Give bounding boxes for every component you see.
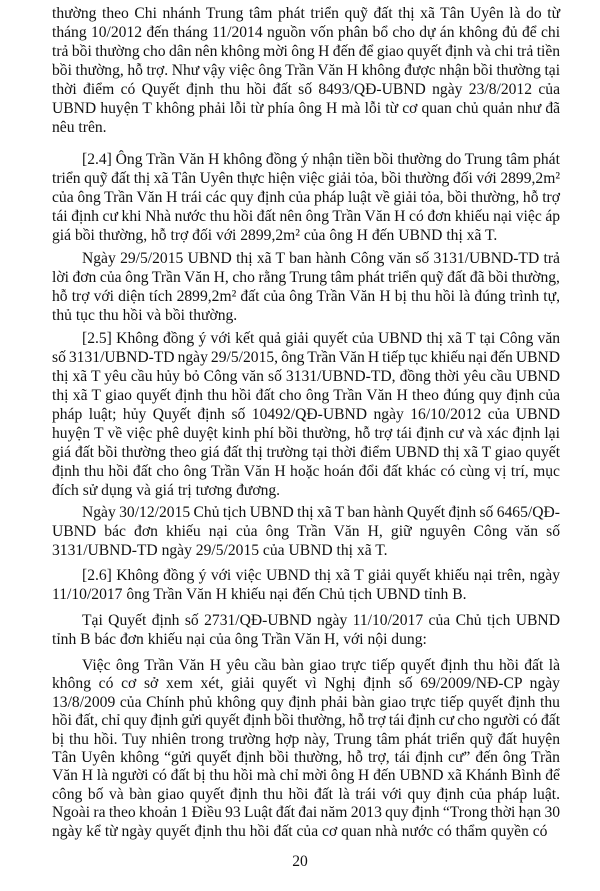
text-line: công bố và bàn giao quyết định thu hồi đất là trái với quy định của pháp luật. <box>52 785 560 803</box>
text-line: Ngày 29/5/2015 UBND thị xã T ban hành Công văn số 3131/UBND-TD trả <box>82 250 560 267</box>
paragraph-2-6-complaint <box>52 566 560 604</box>
paragraph-dispatch-3131 <box>52 249 560 325</box>
text-line: bồi thường, hỗ trợ. Như vậy việc ông Trần Văn H không được nhận bồi thường tại <box>52 62 561 79</box>
text-line: thủ tục thu hồi và bồi thường. <box>52 307 238 324</box>
text-line: bị thu hồi. Tuy nhiên trong trường hợp này, Trung tâm phát triển quỹ đất huyện <box>52 730 560 748</box>
text-line: thị xã T giao quyết định thu hồi đất cho ông Trần Văn H theo đúng quy định của <box>52 387 561 404</box>
text-line: pháp luật; hủy Quyết định số 10492/QĐ-UBND ngày 16/10/2012 của UBND <box>52 406 560 423</box>
text-line: lời đơn của ông Trần Văn H, cho rằng Trung tâm phát triển quỹ đất đã bồi thường, <box>52 269 560 286</box>
paragraph-compensation-delay <box>52 4 560 137</box>
page-number: 20 <box>292 853 308 870</box>
text-line: huyện T về việc phê duyệt kinh phí bồi thường, hỗ trợ tái định cư và xác định lại <box>52 425 560 442</box>
text-line: [2.5] Không đồng ý với kết quả giải quyết của UBND thị xã T tại Công văn <box>82 330 561 347</box>
text-line: Việc ông Trần Văn H yêu cầu bàn giao trực tiếp quyết định thu hồi đất là <box>82 657 560 674</box>
paragraph-decision-6465 <box>52 503 560 560</box>
text-line: ngày kể từ ngày quyết định thu hồi đất của cơ quan nhà nước có thẩm quyền có <box>52 822 548 840</box>
text-line: Ngoài ra theo khoản 1 Điều 93 Luật đất đai năm 2013 quy định “Trong thời hạn 30 <box>52 804 561 822</box>
paragraph-decision-2731 <box>52 611 560 649</box>
paragraph-decision-content <box>52 657 560 841</box>
text-line: UBND huyện T không phải lỗi từ phía ông H mà lỗi từ cơ quan chủ quản như đã <box>52 100 561 117</box>
text-line: UBND bác đơn khiếu nại của ông Trần Văn H, giữ nguyên Công văn số <box>52 523 561 540</box>
text-line: số 3131/UBND-TD ngày 29/5/2015, ông Trần Văn H tiếp tục khiếu nại đến UBND <box>52 349 561 366</box>
text-line: thời điểm có Quyết định thu hồi đất số 8493/QĐ-UBND ngày 23/8/2012 của <box>52 81 561 98</box>
text-line: Ngày 30/12/2015 Chủ tịch UBND thị xã T ban hành Quyết định số 6465/QĐ- <box>82 504 560 521</box>
text-line: Tân Uyên không “gửi quyết định bồi thường, hỗ trợ, tái định cư” đến ông Trần <box>52 749 560 767</box>
text-line: tỉnh B bác đơn khiếu nại của ông Trần Văn H, với nội dung: <box>52 631 427 648</box>
text-line: thường theo Chi nhánh Trung tâm phát triển quỹ đất thị xã Tân Uyên là do từ <box>52 5 561 22</box>
text-line: không có cơ sở xem xét, giải quyết vì Nghị định số 69/2009/NĐ-CP ngày <box>52 675 560 693</box>
text-line: thị xã T yêu cầu hủy bỏ Công văn số 3131/UBND-TD, đồng thời yêu cầu UBND <box>52 368 560 385</box>
text-line: định thu hồi đất cho ông Trần Văn H hoặc hoán đổi đất khác có cùng vị trí, mục <box>52 463 560 480</box>
text-line: tái định cư khi Nhà nước thu hồi đất nên ông Trần Văn H có đơn khiếu nại việc áp <box>52 208 561 225</box>
text-line: của ông Trần Văn H trái các quy định của pháp luật về giải tỏa, bồi thường, hỗ trợ <box>52 189 560 206</box>
text-line: Văn H là người có đất bị thu hồi mà chỉ mời ông H đến UBND xã Khánh Bình để <box>52 767 560 785</box>
text-line: nêu trên. <box>52 119 107 136</box>
text-line: tháng 10/2012 đến tháng 11/2014 nguồn vốn phân bổ cho dự án không đủ để chi <box>52 24 561 41</box>
text-line: đích sử dụng và giá trị tương đương. <box>52 482 281 499</box>
text-line: hồi đất, chỉ quy định gửi quyết định bồi thường, hỗ trợ tái định cư cho người có đất <box>52 712 561 730</box>
text-line: trả bồi thường cho dân nên không mời ông H đến để giao quyết định và chi trả tiền <box>52 43 561 60</box>
paragraph-2-5-complaint <box>52 329 560 500</box>
text-line: [2.6] Không đồng ý với việc UBND thị xã T giải quyết khiếu nại trên, ngày <box>82 567 560 584</box>
text-line: giá đất bồi thường theo giá đất thị trường tại thời điểm UBND thị xã T giao quyết <box>52 444 561 461</box>
text-line: Tại Quyết định số 2731/QĐ-UBND ngày 11/10/2017 của Chủ tịch UBND <box>82 612 560 629</box>
text-line: [2.4] Ông Trần Văn H không đồng ý nhận tiền bồi thường do Trung tâm phát <box>82 151 560 168</box>
text-line: 3131/UBND-TD ngày 29/5/2015 của UBND thị xã T. <box>52 542 388 559</box>
text-line: 11/10/2017 ông Trần Văn H khiếu nại đến Chủ tịch UBND tỉnh B. <box>52 586 467 603</box>
text-line: 13/8/2009 của Chính phủ không quy định phải bàn giao trực tiếp quyết định thu <box>52 693 560 711</box>
text-line: giá bồi thường, hỗ trợ đối với 2899,2m² của ông H đến UBND thị xã T. <box>52 227 498 244</box>
text-line: triển quỹ đất thị xã Tân Uyên thực hiện việc giải tỏa, bồi thường đối với 2899,2m² <box>52 170 561 187</box>
text-line: hỗ trợ với diện tích 2899,2m² đất của ông Trần Văn H bị thu hồi là đúng trình tự, <box>52 288 560 305</box>
paragraph-2-4-complaint <box>52 150 560 245</box>
